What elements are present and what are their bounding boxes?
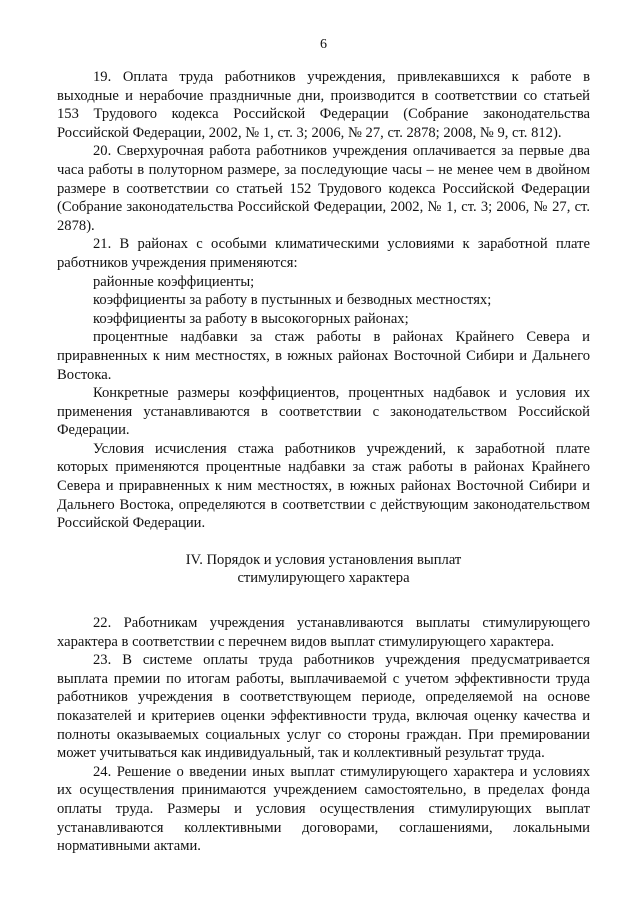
section-heading-line-2: стимулирующего характера	[237, 570, 410, 587]
paragraph-19: 19. Оплата труда работников учреждения, привлекавшихся к работе в выходные и нерабочие праздничные дни, производится в соответствии со статьей 153 Трудового кодекса Российской Федерации (Собрание законодательства Российской Федерации, 2002, № 1, ст. 3; 2006, № 27, ст. 2878; 2008, № 9, ст. 812).	[57, 69, 590, 141]
document-body	[57, 68, 590, 856]
paragraph-20: 20. Сверхурочная работа работников учреждения оплачивается за первые два часа работы в полуторном размере, за последующие часы – не менее чем в двойном размере в соответствии со статьей 152 Трудового кодекса Российской Федерации (Собрание законодательства Российской Федерации, 2002, № 1, ст. 3; 2006, № 27, ст. 2878).	[57, 143, 590, 234]
list-item-northern-allowances: процентные надбавки за стаж работы в районах Крайнего Севера и приравненных к ним местностях, в южных районах Восточной Сибири и Дальнего Востока.	[57, 329, 590, 383]
paragraph-22: 22. Работникам учреждения устанавливаются выплаты стимулирующего характера в соответствии с перечнем видов выплат стимулирующего характера.	[57, 615, 590, 650]
section-heading-line-1: IV. Порядок и условия установления выплат	[185, 551, 462, 568]
page-number: 6	[320, 37, 327, 52]
list-item-district-coefficients: районные коэффициенты;	[93, 273, 255, 290]
paragraph-experience-conditions: Условия исчисления стажа работников учреждений, к заработной плате которых применяются процентные надбавки за стаж работы в районах Крайнего Севера и приравненных к ним местностях, в южных районах Восточной Сибири и Дальнего Востока, определяются в соответствии с действующим законодательством Российской Федерации.	[57, 440, 590, 532]
paragraph-23: 23. В системе оплаты труда работников учреждения предусматривается выплата премии по итогам работы, выплачиваемой с учетом эффективности труда работников учреждения в соответствующем периоде, определяемой на основе показателей и критериев оценки эффективности труда, включая оценку качества и полноты оказываемых социальных услуг со стороны граждан. При премировании может учитываться как индивидуальный, так и коллективный результат труда.	[57, 652, 590, 762]
section-heading	[57, 551, 590, 588]
paragraph-21: 21. В районах с особыми климатическими условиями к заработной плате работников учреждения применяются:	[57, 236, 590, 271]
paragraph-specific-sizes: Конкретные размеры коэффициентов, процентных надбавок и условия их применения устанавливаются в соответствии с законодательством Российской Федерации.	[57, 385, 590, 439]
list-item-highland-coefficients: коэффициенты за работу в высокогорных районах;	[93, 310, 409, 327]
paragraph-24: 24. Решение о введении иных выплат стимулирующего характера и условиях их осуществления принимаются учреждением самостоятельно, в пределах фонда оплаты труда. Размеры и условия осуществления стимулирующих выплат устанавливаются коллективными договорами, соглашениями, локальными нормативными актами.	[57, 763, 590, 855]
list-item-desert-coefficients: коэффициенты за работу в пустынных и безводных местностях;	[93, 292, 492, 309]
